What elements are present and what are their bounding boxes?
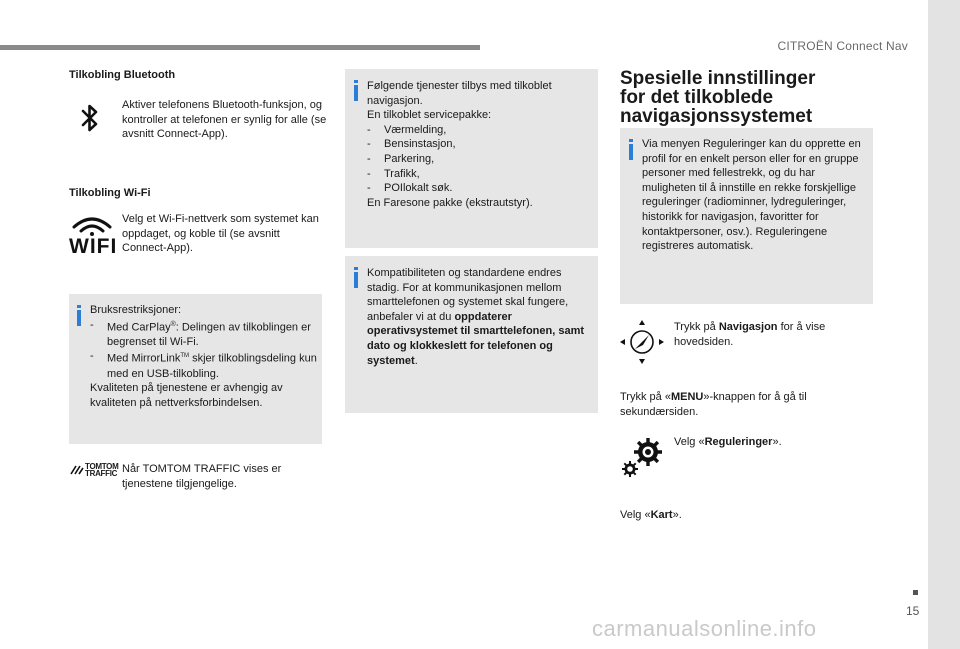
info-icon <box>629 144 633 160</box>
tomtom-traffic-logo: TOMTOM TRAFFIC <box>70 462 114 478</box>
running-header: CITROËN Connect Nav <box>777 39 908 53</box>
bluetooth-heading: Tilkobling Bluetooth <box>69 69 176 81</box>
compatibility-text: Kompatibiliteten og standardene endres stadig. For at kommunikasjonen mellom smarttelefonen og systemet skal fungere, anbefaler vi at du oppdaterer operativsystemet til smarttelefonen, samt dato og klokkeslett for telefonen og systemet. <box>367 267 585 367</box>
wifi-heading: Tilkobling Wi-Fi <box>69 187 151 199</box>
wifi-icon-label: WIFI <box>69 235 118 258</box>
list-item: - Trafikk, <box>367 167 592 182</box>
services-extra: En Faresone pakke (ekstrautstyr). <box>367 196 533 209</box>
list-item: - POIlokalt søk. <box>367 181 592 196</box>
note-intro: Bruksrestriksjoner: <box>90 304 182 316</box>
settings-info-text: Via menyen Reguleringer kan du opprette en profil for en enkelt person eller for en gruppe personer med fellestrekk, og du har muligheten til å innstille en rekke forskjellige reguleringer (radiominner, lydreguleringer, historikk for navigasjon, favoritter for kontaktpersoner, osv.). Reguleringene registreres automatisk. <box>642 138 861 253</box>
top-rule <box>0 45 480 50</box>
bluetooth-text: Aktiver telefonens Bluetooth-funksjon, og kontroller at telefonen er synlig for alle (se avsnitt Connect-App). <box>122 99 327 141</box>
step-navigation: Trykk på Navigasjon for å vise hovedsiden. <box>674 321 826 348</box>
services-intro: Følgende tjenester tilbys med tilkoblet navigasjon. <box>367 80 552 107</box>
services-list <box>367 123 592 196</box>
list-item: - Værmelding, <box>367 123 592 138</box>
info-icon <box>354 85 358 101</box>
note-item-mirrorlink: - Med MirrorLink™ skjer tilkoblingsdeling kun med en USB-tilkobling. <box>90 349 320 381</box>
connected-services-text <box>367 79 592 210</box>
tomtom-text: Når TOMTOM TRAFFIC vises er tjenestene tilgjengelige. <box>122 463 282 490</box>
page-marker <box>913 590 918 595</box>
section-title: Spesielle innstillinger for det tilkoblede navigasjonssystemet <box>620 68 816 127</box>
note-quality: Kvaliteten på tjenestene er avhengig av kvaliteten på nettverksforbindelsen. <box>90 382 283 409</box>
info-icon <box>77 310 81 326</box>
wifi-text: Velg et Wi-Fi-nettverk som systemet kan oppdaget, og koble til (se avsnitt Connect-App). <box>122 213 319 255</box>
wifi-icon <box>68 212 116 258</box>
step-settings: Velg «Reguleringer». <box>674 436 782 448</box>
services-pack: En tilkoblet servicepakke: <box>367 109 492 122</box>
step-menu: Trykk på «MENU»-knappen for å gå til sekundærsiden. <box>620 391 807 418</box>
settings-gears-icon <box>621 436 665 478</box>
page-number: 15 <box>906 604 920 618</box>
bluetooth-icon <box>80 102 100 134</box>
list-item: - Bensinstasjon, <box>367 137 592 152</box>
navigation-icon <box>619 319 665 365</box>
note-item-carplay: - Med CarPlay®: Delingen av tilkoblingen er begrenset til Wi-Fi. <box>90 318 320 350</box>
watermark: carmanualsonline.info <box>592 616 817 641</box>
list-item: - Parkering, <box>367 152 592 167</box>
step-map: Velg «Kart». <box>620 509 682 521</box>
usage-restrictions-text <box>90 303 320 410</box>
info-icon <box>354 272 358 288</box>
side-strip <box>928 0 960 649</box>
